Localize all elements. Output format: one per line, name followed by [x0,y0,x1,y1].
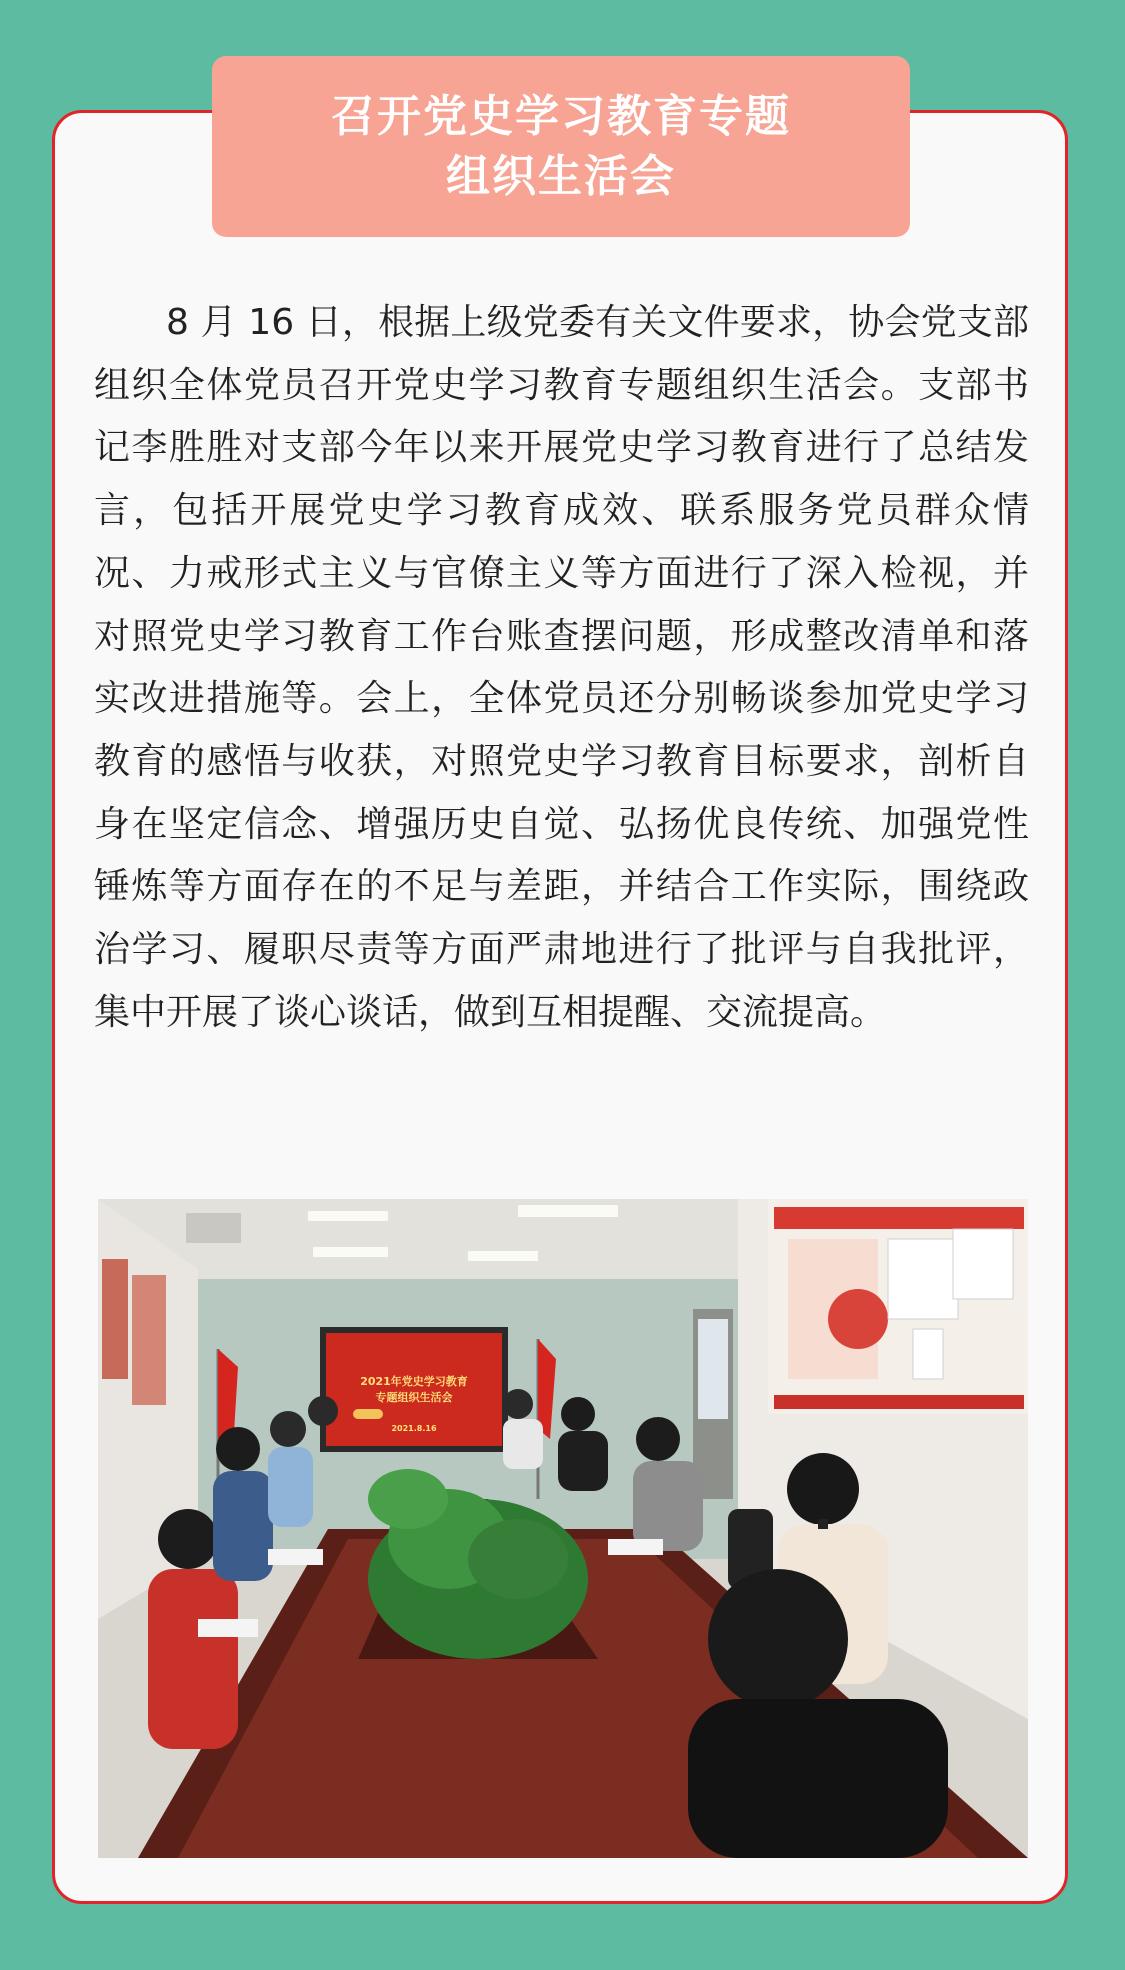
title-line-2: 组织生活会 [446,150,676,202]
title-line-1: 召开党史学习教育专题 [331,90,791,142]
meeting-photo [98,1199,1028,1858]
article-paragraph: 8 月 16 日，根据上级党委有关文件要求，协会党支部组织全体党员召开党史学习教育专题组织生活会。支部书记李胜胜对支部今年以来开展党史学习教育进行了总结发言，包括开展党史学习教育成效、联系服务党员群众情况、力戒形式主义与官僚主义等方面进行了深入检视，并对照党史学习教育工作台账查摆问题，形成整改清单和落实改进措施等。会上，全体党员还分别畅谈参加党史学习教育的感悟与收获，对照党史学习教育目标要求，剖析自身在坚定信念、增强历史自觉、弘扬优良传统、加强党性锤炼等方面存在的不足与差距，并结合工作实际，围绕政治学习、履职尽责等方面严肃地进行了批评与自我批评，集中开展了谈心谈话，做到互相提醒、交流提高。 [94,302,1029,1033]
foreground-person [708,1569,848,1709]
screen-line-1: 2021年党史学习教育 [360,1375,468,1388]
screen-line-2: 专题组织生活会 [375,1391,453,1404]
title-banner [212,56,910,237]
screen-date: 2021.8.16 [391,1424,437,1433]
